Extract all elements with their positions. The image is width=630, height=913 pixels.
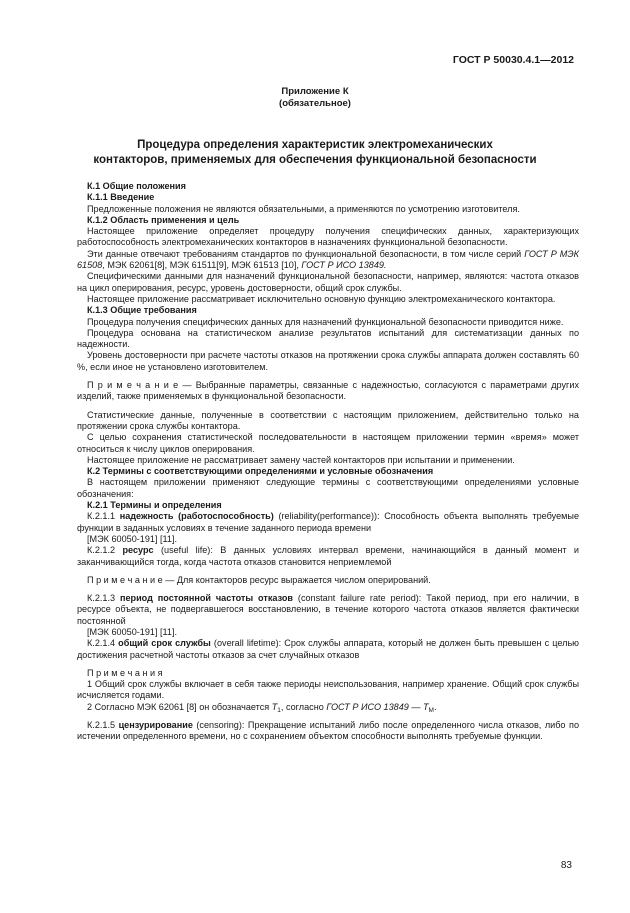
term-number: К.2.1.3 [87, 593, 120, 604]
term-number: К.2.1.1 [87, 511, 120, 522]
term-definition [77, 545, 579, 568]
annex-status: (обязательное) [279, 98, 351, 109]
procedure-title-line1: Процедура определения характеристик электромеханических [137, 139, 493, 151]
term-number: К.2.1.5 [87, 720, 119, 731]
procedure-title-line2: контакторов, применяемых для обеспечения функциональной безопасности [93, 154, 537, 166]
paragraph: В настоящем приложении применяют следующие термины с соответствующими определениями условные обозначения: [77, 477, 579, 499]
definition: (useful life): В данных условиях интервал времени, начинающийся в данный момент и заканчивающийся тогда, когда частота отказов становится неприемлемой [77, 545, 580, 567]
term: период постоянной частоты отказов [119, 593, 294, 604]
paragraph: Статистические данные, полученные в соответствии с настоящим приложением, действительно только на протяжении срока службы контактора. [77, 409, 579, 431]
symbol: T [271, 701, 278, 712]
document-body [77, 181, 579, 743]
note [77, 380, 579, 403]
paragraph: Процедура получения специфических данных для назначений функциональной безопасности приводится ниже. [87, 316, 564, 327]
note-label: П р и м е ч а н и е [87, 574, 163, 585]
definition: (constant failure rate period): Такой период, при его наличии, в ресурсе объекта, не подвергавшегося восстановлению, в течение которого частота отказов является фактически постоянной [77, 593, 580, 626]
text-run: — [408, 701, 423, 712]
standard-ref: ГОСТ Р ИСО 13849. [301, 260, 387, 271]
annex-heading [0, 86, 630, 110]
term-number: К.2.1.4 [87, 638, 119, 649]
note-text: — Выбранные параметры, связанные с надежностью, согласуются с параметрами других изделий, также применяемых в функциональной безопасности. [77, 380, 579, 402]
paragraph: С целью сохранения статистической последовательности в настоящем приложении термин «время» может относиться к числу циклов оперирования. [77, 432, 579, 454]
section-k21-heading: К.2.1 Термины и определения [87, 500, 222, 511]
definition: (overall lifetime): Срок службы аппарата, который не должен быть превышен с целью достижения расчетной частоты отказов за счет случайных отказов [77, 638, 579, 660]
term-definition [77, 638, 579, 661]
paragraph: Настоящее приложение определяет процедуру получения специфических данных, характеризующих работоспособность электромеханических контакторов в назначениях функциональной безопасности. [77, 226, 579, 248]
text-run: . [433, 701, 437, 712]
paragraph: Уровень достоверности при расчете частоты отказов на протяжении срока службы аппарата должен составлять 60 %, если иное не установлено изготовителем. [77, 350, 579, 372]
text-run: , МЭК 62061[8], МЭК 61511[9], МЭК 61513 [10], [102, 260, 302, 271]
note [77, 575, 579, 586]
text-run: , согласно [280, 701, 327, 712]
page-number: 83 [560, 860, 572, 871]
notes-label: П р и м е ч а н и я [87, 667, 163, 678]
paragraph: Процедура основана на статистическом анализе результатов испытаний для систематизации данных по надежности. [77, 327, 579, 350]
subscript: M [428, 706, 434, 714]
section-k13-heading: К.1.3 Общие требования [87, 305, 197, 316]
section-k2-heading: К.2 Термины с соответствующими определениями и условные обозначения [87, 466, 434, 477]
text-run: 2 Согласно МЭК 62061 [8] он обозначается [87, 701, 272, 712]
note-text: — Для контакторов ресурс выражается числом оперирований. [162, 574, 431, 585]
procedure-title [70, 138, 560, 168]
subscript: 1 [277, 706, 281, 714]
term: цензурирование [118, 720, 193, 731]
paragraph: Специфическими данными для назначений функциональной безопасности, например, являются: частота отказов на цикл оперирования, ресурс, уровень достоверности, общий срок службы. [77, 271, 579, 293]
term: надежность (работоспособность) [119, 511, 274, 522]
term: ресурс [122, 545, 154, 556]
note-label: П р и м е ч а н и е [87, 380, 179, 391]
section-k12-heading: К.1.2 Область применения и цель [87, 214, 240, 225]
term: общий срок службы [118, 638, 211, 649]
definition: (reliability(performance)): Способность объекта выполнять требуемые функции в заданных условиях в течение заданного периода времени [77, 511, 579, 533]
definition: (censoring): Прекращение испытаний либо после определенного числа отказов, либо по истечении определенного времени, но с сохранением объектом способности выполнять требуемые функции. [77, 720, 579, 742]
paragraph: Настоящее приложение не рассматривает замену частей контакторов при испытании и применении. [87, 454, 515, 465]
annex-title: Приложение К [281, 86, 349, 97]
reference: [МЭК 60050-191] [11]. [87, 626, 178, 637]
standard-ref: ГОСТ Р ИСО 13849 [326, 701, 409, 712]
term-definition [77, 720, 579, 743]
symbol: T [422, 701, 429, 712]
text-run: Эти данные отвечают требованиям стандартов по функциональной безопасности, в том числе серий [87, 248, 525, 259]
standard-ref: ГОСТ Р МЭК 61508 [77, 248, 579, 271]
section-k1-heading: К.1 Общие положения [87, 181, 186, 191]
document-id: ГОСТ Р 50030.4.1—2012 [452, 54, 574, 66]
reference: [МЭК 60050-191] [11]. [87, 533, 178, 544]
paragraph: Предложенные положения не являются обязательными, а применяются по усмотрению изготовителя. [87, 203, 520, 214]
paragraph: Настоящее приложение рассматривает исключительно основную функцию электромеханического контактора. [87, 293, 556, 304]
note-item: 1 Общий срок службы включает в себя также периоды неиспользования, например хранение. Общий срок службы исчисляется годами. [77, 679, 579, 701]
paragraph [77, 249, 579, 272]
note-item [77, 702, 579, 713]
section-k11-heading: К.1.1 Введение [87, 192, 155, 203]
term-number: К.2.1.2 [87, 545, 123, 556]
term-definition [77, 511, 579, 534]
term-definition [77, 593, 579, 627]
